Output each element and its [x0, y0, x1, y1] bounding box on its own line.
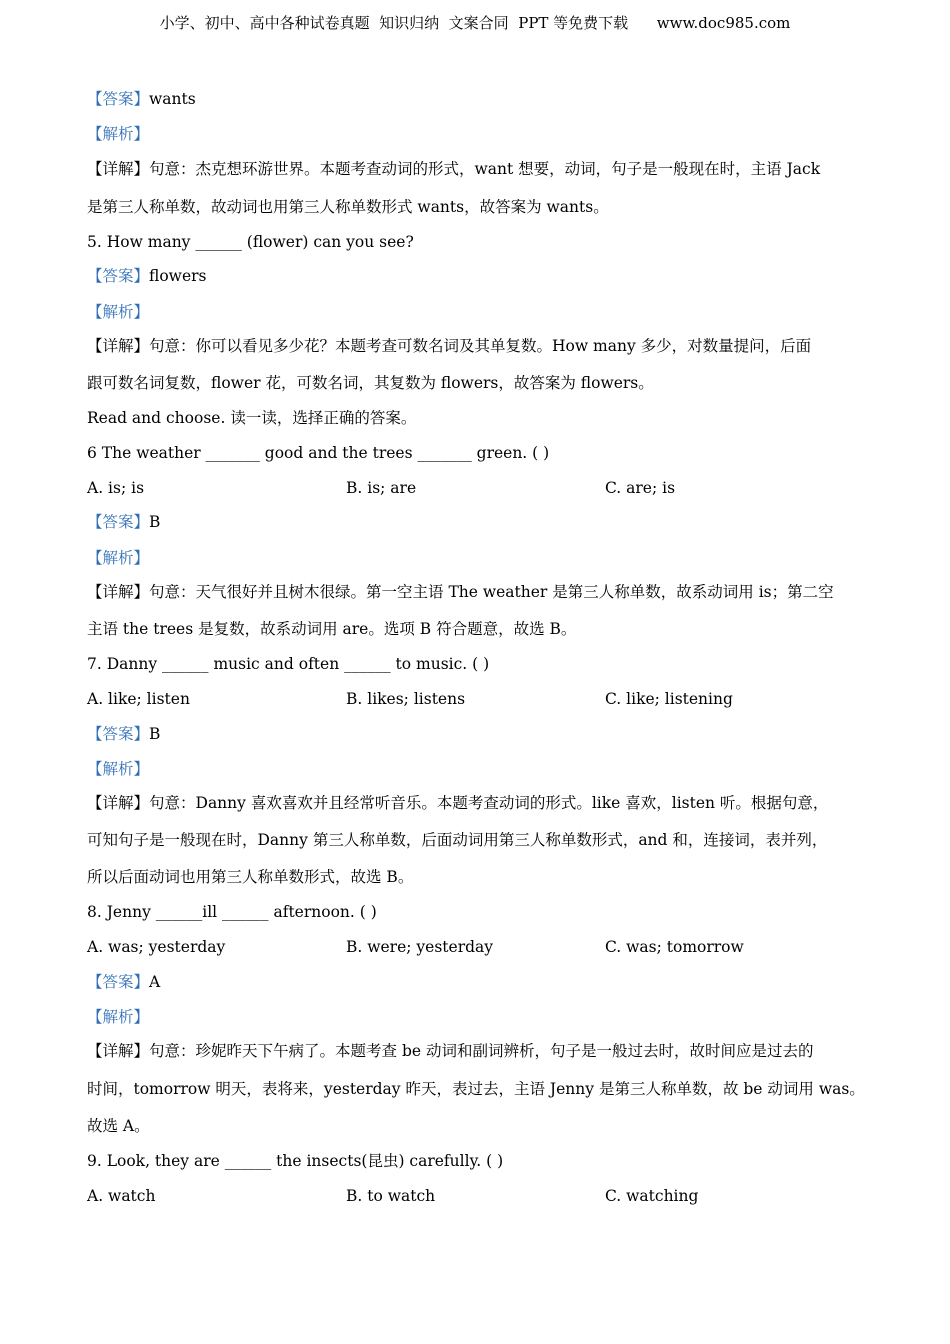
q6-option-a: A. is; is	[87, 479, 145, 497]
q6-analysis-line	[87, 547, 867, 569]
q5-answer: flowers	[149, 267, 207, 285]
q8-answer: A	[149, 973, 161, 991]
q4-answer: wants	[149, 90, 196, 108]
q7-option-a: A. like; listen	[87, 690, 190, 708]
q9-option-b: B. to watch	[346, 1187, 436, 1205]
q7-detail-line-3: 所以后面动词也用第三人称单数形式，故选 B。	[87, 868, 414, 886]
q8-answer-line	[87, 971, 867, 993]
detail-label: 【详解】	[87, 794, 150, 812]
analysis-label: 【解析】	[87, 1008, 150, 1026]
analysis-label: 【解析】	[87, 303, 150, 321]
q8-detail-line-2: 时间，tomorrow 明天，表将来，yesterday 昨天，表过去，主语 Jenny 是第三人称单数，故 be 动词用 was。	[87, 1080, 865, 1098]
q8-detail-1: 句意：珍妮昨天下午病了。本题考查 be 动词和副词辨析，句子是一般过去时，故时间应是过去的	[149, 1042, 814, 1060]
q8-option-c: C. was; tomorrow	[605, 938, 744, 956]
answer-label: 【答案】	[87, 267, 150, 285]
q5-detail-line-1	[87, 335, 867, 357]
q9-option-c: C. watching	[605, 1187, 699, 1205]
q7-option-b: B. likes; listens	[346, 690, 466, 708]
q6-option-c: C. are; is	[605, 479, 676, 497]
q6-question: 6 The weather _______ good and the trees _______ green. ( )	[87, 444, 550, 462]
q4-detail-line-1	[87, 158, 867, 180]
q5-answer-line	[87, 265, 867, 287]
q8-option-a: A. was; yesterday	[87, 938, 226, 956]
answer-label: 【答案】	[87, 973, 150, 991]
q7-question: 7. Danny ______ music and often ______ to music. ( )	[87, 655, 490, 673]
q6-detail-line-1	[87, 581, 867, 603]
q5-detail-line-2: 跟可数名词复数，flower 花，可数名词，其复数为 flowers，故答案为 flowers。	[87, 374, 654, 392]
detail-label: 【详解】	[87, 160, 150, 178]
q4-answer-line	[87, 88, 867, 110]
q5-analysis-line	[87, 301, 867, 323]
q8-option-b: B. were; yesterday	[346, 938, 494, 956]
q5-question: 5. How many ______ (flower) can you see?	[87, 233, 414, 251]
q9-option-a: A. watch	[87, 1187, 156, 1205]
q8-analysis-line	[87, 1006, 867, 1028]
q4-detail-line-2: 是第三人称单数，故动词也用第三人称单数形式 wants，故答案为 wants。	[87, 198, 609, 216]
q5-detail-1: 句意：你可以看见多少花？本题考查可数名词及其单复数。How many 多少，对数量提问，后面	[149, 337, 812, 355]
q7-detail-line-1	[87, 792, 867, 814]
q6-detail-line-2: 主语 the trees 是复数，故系动词用 are。选项 B 符合题意，故选 B。	[87, 620, 577, 638]
q9-question: 9. Look, they are ______ the insects(昆虫) carefully. ( )	[87, 1152, 504, 1170]
q4-detail-1: 句意：杰克想环游世界。本题考查动词的形式，want 想要，动词，句子是一般现在时，主语 Jack	[149, 160, 821, 178]
q7-detail-1: 句意：Danny 喜欢喜欢并且经常听音乐。本题考查动词的形式。like 喜欢，listen 听。根据句意，	[149, 794, 829, 812]
answer-label: 【答案】	[87, 725, 150, 743]
analysis-label: 【解析】	[87, 549, 150, 567]
q6-answer-line	[87, 511, 867, 533]
detail-label: 【详解】	[87, 583, 150, 601]
q7-analysis-line	[87, 758, 867, 780]
q6-answer: B	[149, 513, 161, 531]
answer-label: 【答案】	[87, 513, 150, 531]
q7-answer: B	[149, 725, 161, 743]
detail-label: 【详解】	[87, 1042, 150, 1060]
analysis-label: 【解析】	[87, 760, 150, 778]
q7-detail-line-2: 可知句子是一般现在时，Danny 第三人称单数，后面动词用第三人称单数形式，and 和，连接词，表并列，	[87, 831, 828, 849]
q8-detail-line-1	[87, 1040, 867, 1062]
q7-option-c: C. like; listening	[605, 690, 733, 708]
q7-answer-line	[87, 723, 867, 745]
analysis-label: 【解析】	[87, 125, 150, 143]
answer-label: 【答案】	[87, 90, 150, 108]
q4-analysis-line	[87, 123, 867, 145]
q8-detail-line-3: 故选 A。	[87, 1117, 150, 1135]
q6-detail-1: 句意：天气很好并且树木很绿。第一空主语 The weather 是第三人称单数，故系动词用 is；第二空	[149, 583, 834, 601]
page-header: 小学、初中、高中各种试卷真题 知识归纳 文案合同 PPT 等免费下载 www.doc985.com	[159, 14, 791, 32]
detail-label: 【详解】	[87, 337, 150, 355]
q8-question: 8. Jenny ______ill ______ afternoon. ( )	[87, 903, 377, 921]
section-heading: Read and choose. 读一读，选择正确的答案。	[87, 409, 417, 427]
q6-option-b: B. is; are	[346, 479, 417, 497]
